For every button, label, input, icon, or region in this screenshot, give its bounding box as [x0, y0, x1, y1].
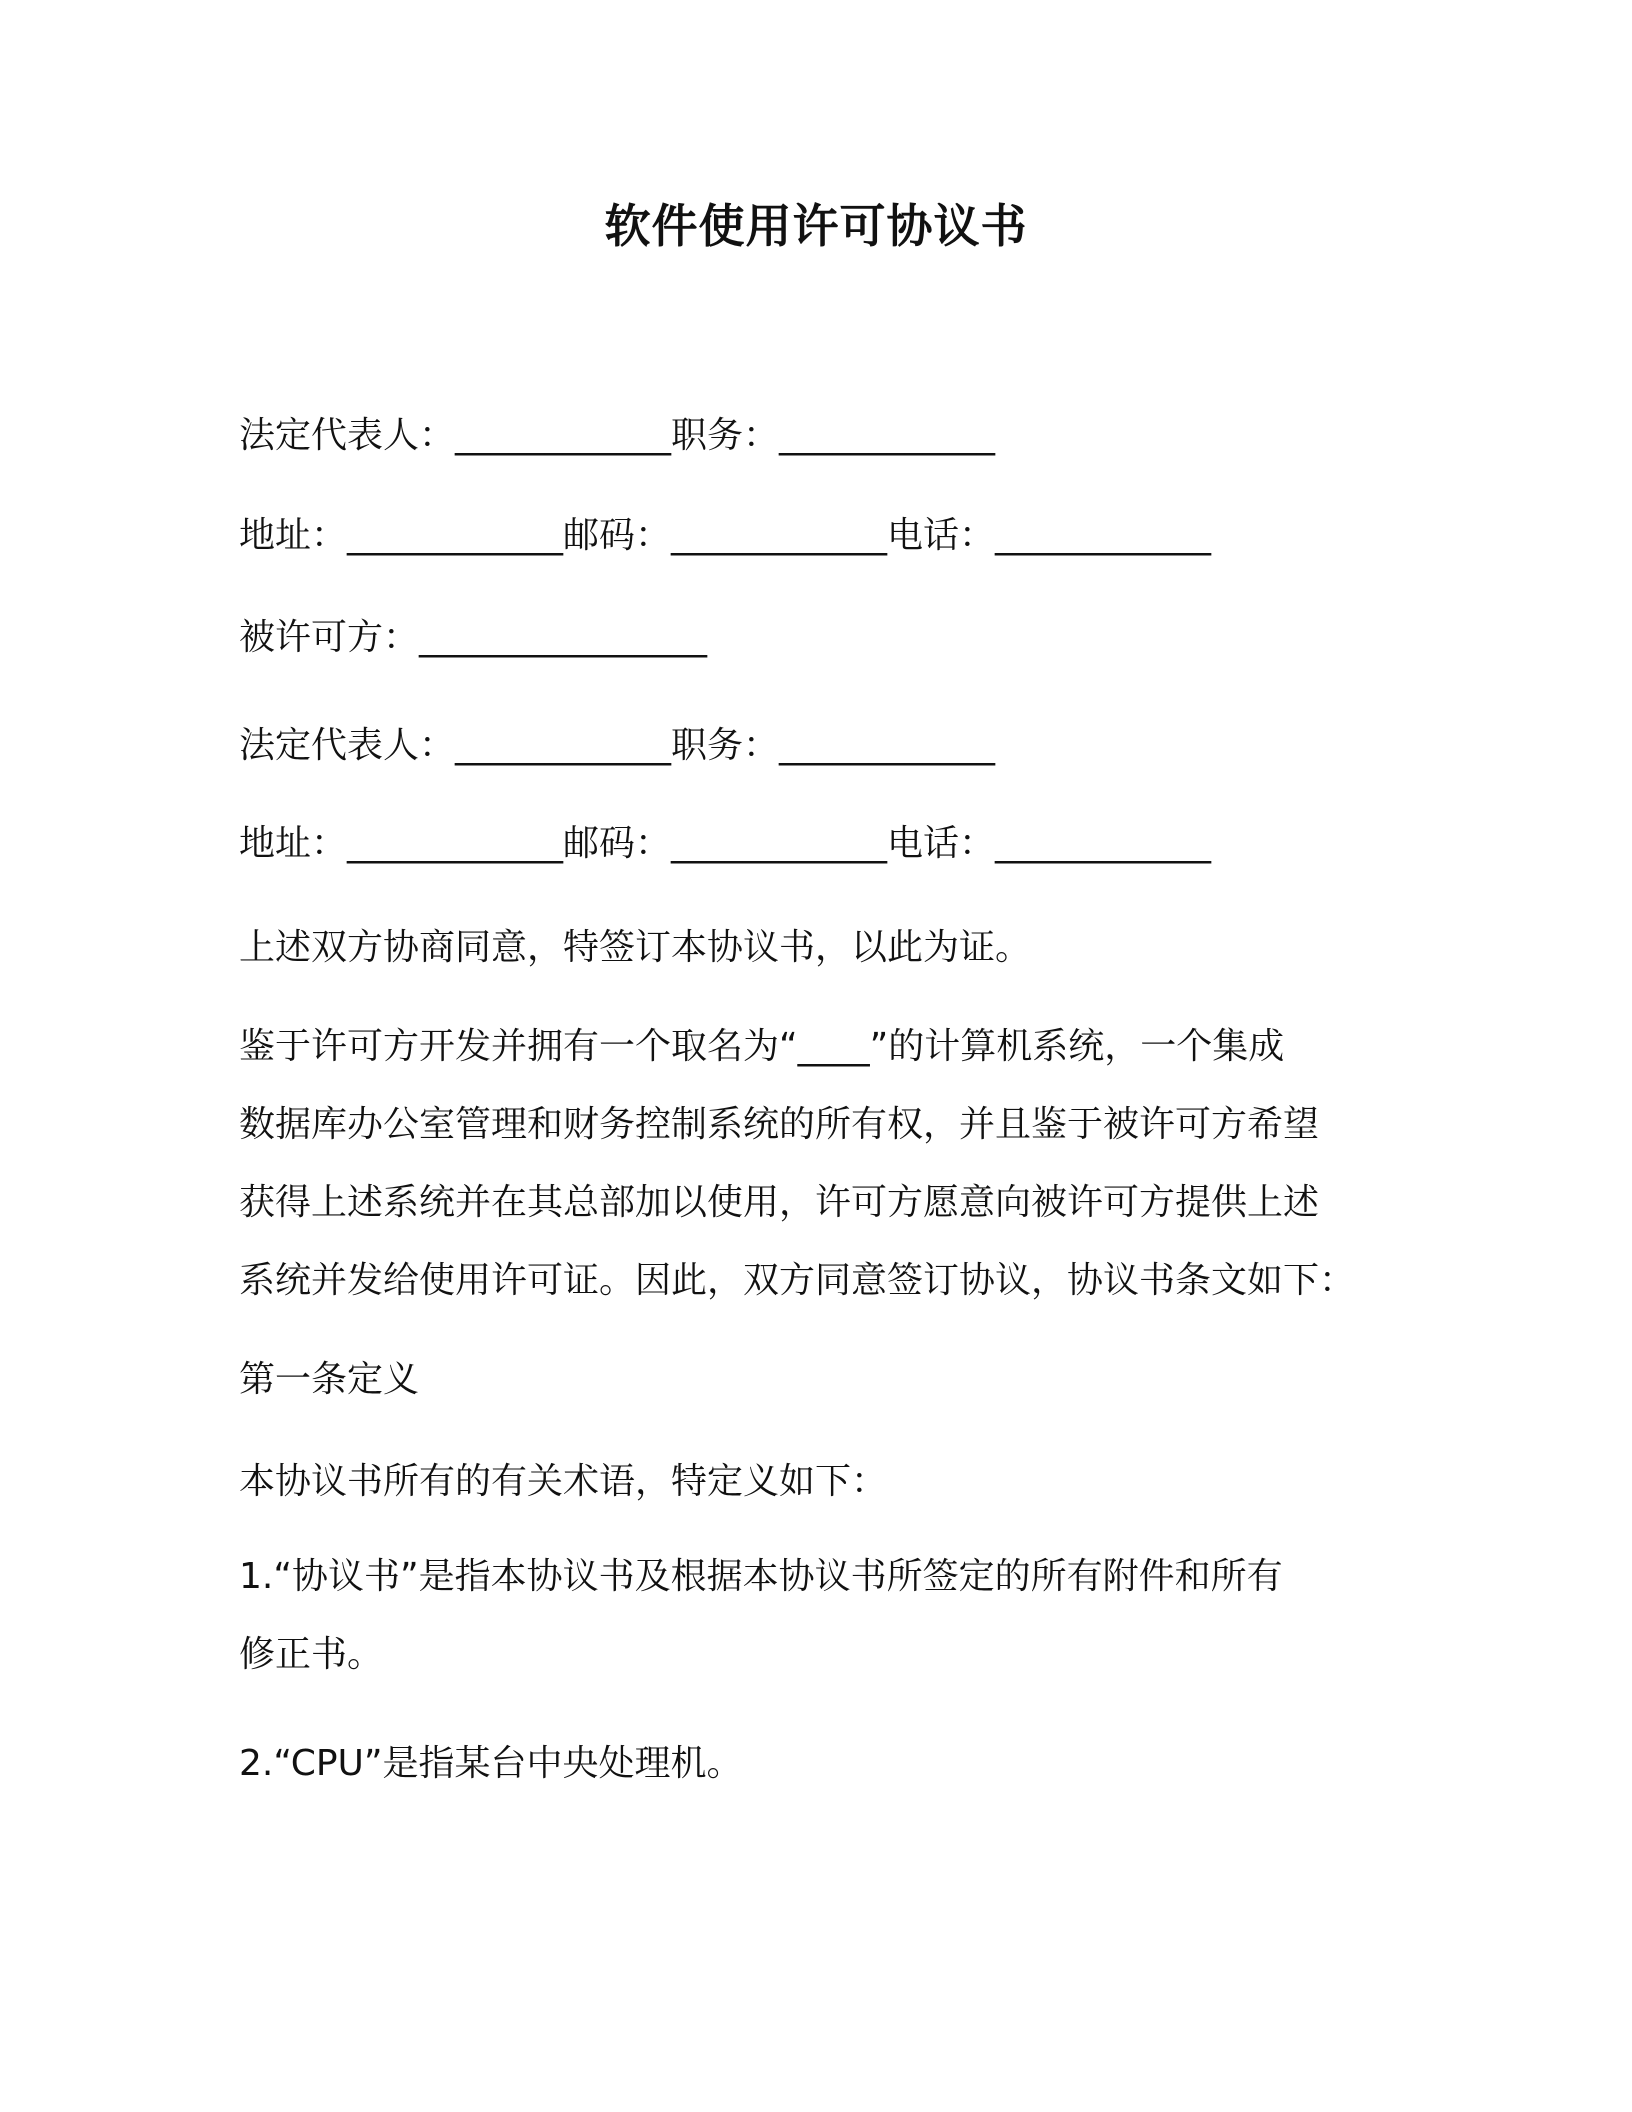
article1-heading: 第一条定义: [239, 1359, 420, 1400]
definition1-line: 修正书。: [239, 1634, 384, 1675]
licensee-address-line: 地址：____________邮码：____________电话：____________: [239, 823, 1212, 864]
definition2: 2.“CPU”是指某台中央处理机。: [239, 1743, 743, 1784]
document-title: 软件使用许可协议书: [604, 199, 1028, 253]
preamble-line: 鉴于许可方开发并拥有一个取名为“____”的计算机系统，一个集成: [239, 1026, 1285, 1067]
preamble-line: 系统并发给使用许可证。因此，双方同意签订协议，协议书条文如下：: [239, 1260, 1356, 1301]
preamble-line: 获得上述系统并在其总部加以使用，许可方愿意向被许可方提供上述: [239, 1182, 1320, 1223]
licensor-representative-line: 法定代表人：____________职务：____________: [239, 415, 996, 456]
licensor-address-line: 地址：____________邮码：____________电话：____________: [239, 515, 1212, 556]
preamble-line: 数据库办公室管理和财务控制系统的所有权，并且鉴于被许可方希望: [239, 1104, 1320, 1145]
licensee-representative-line: 法定代表人：____________职务：____________: [239, 725, 996, 766]
article1-intro: 本协议书所有的有关术语，特定义如下：: [239, 1461, 888, 1502]
definition1-paragraph: [239, 1538, 1399, 1694]
definition1-line: 1.“协议书”是指本协议书及根据本协议书所签定的所有附件和所有: [239, 1556, 1283, 1597]
agreement-statement: 上述双方协商同意，特签订本协议书，以此为证。: [239, 927, 1032, 968]
preamble-paragraph: [239, 1008, 1399, 1320]
licensee-line: 被许可方：________________: [239, 617, 708, 658]
